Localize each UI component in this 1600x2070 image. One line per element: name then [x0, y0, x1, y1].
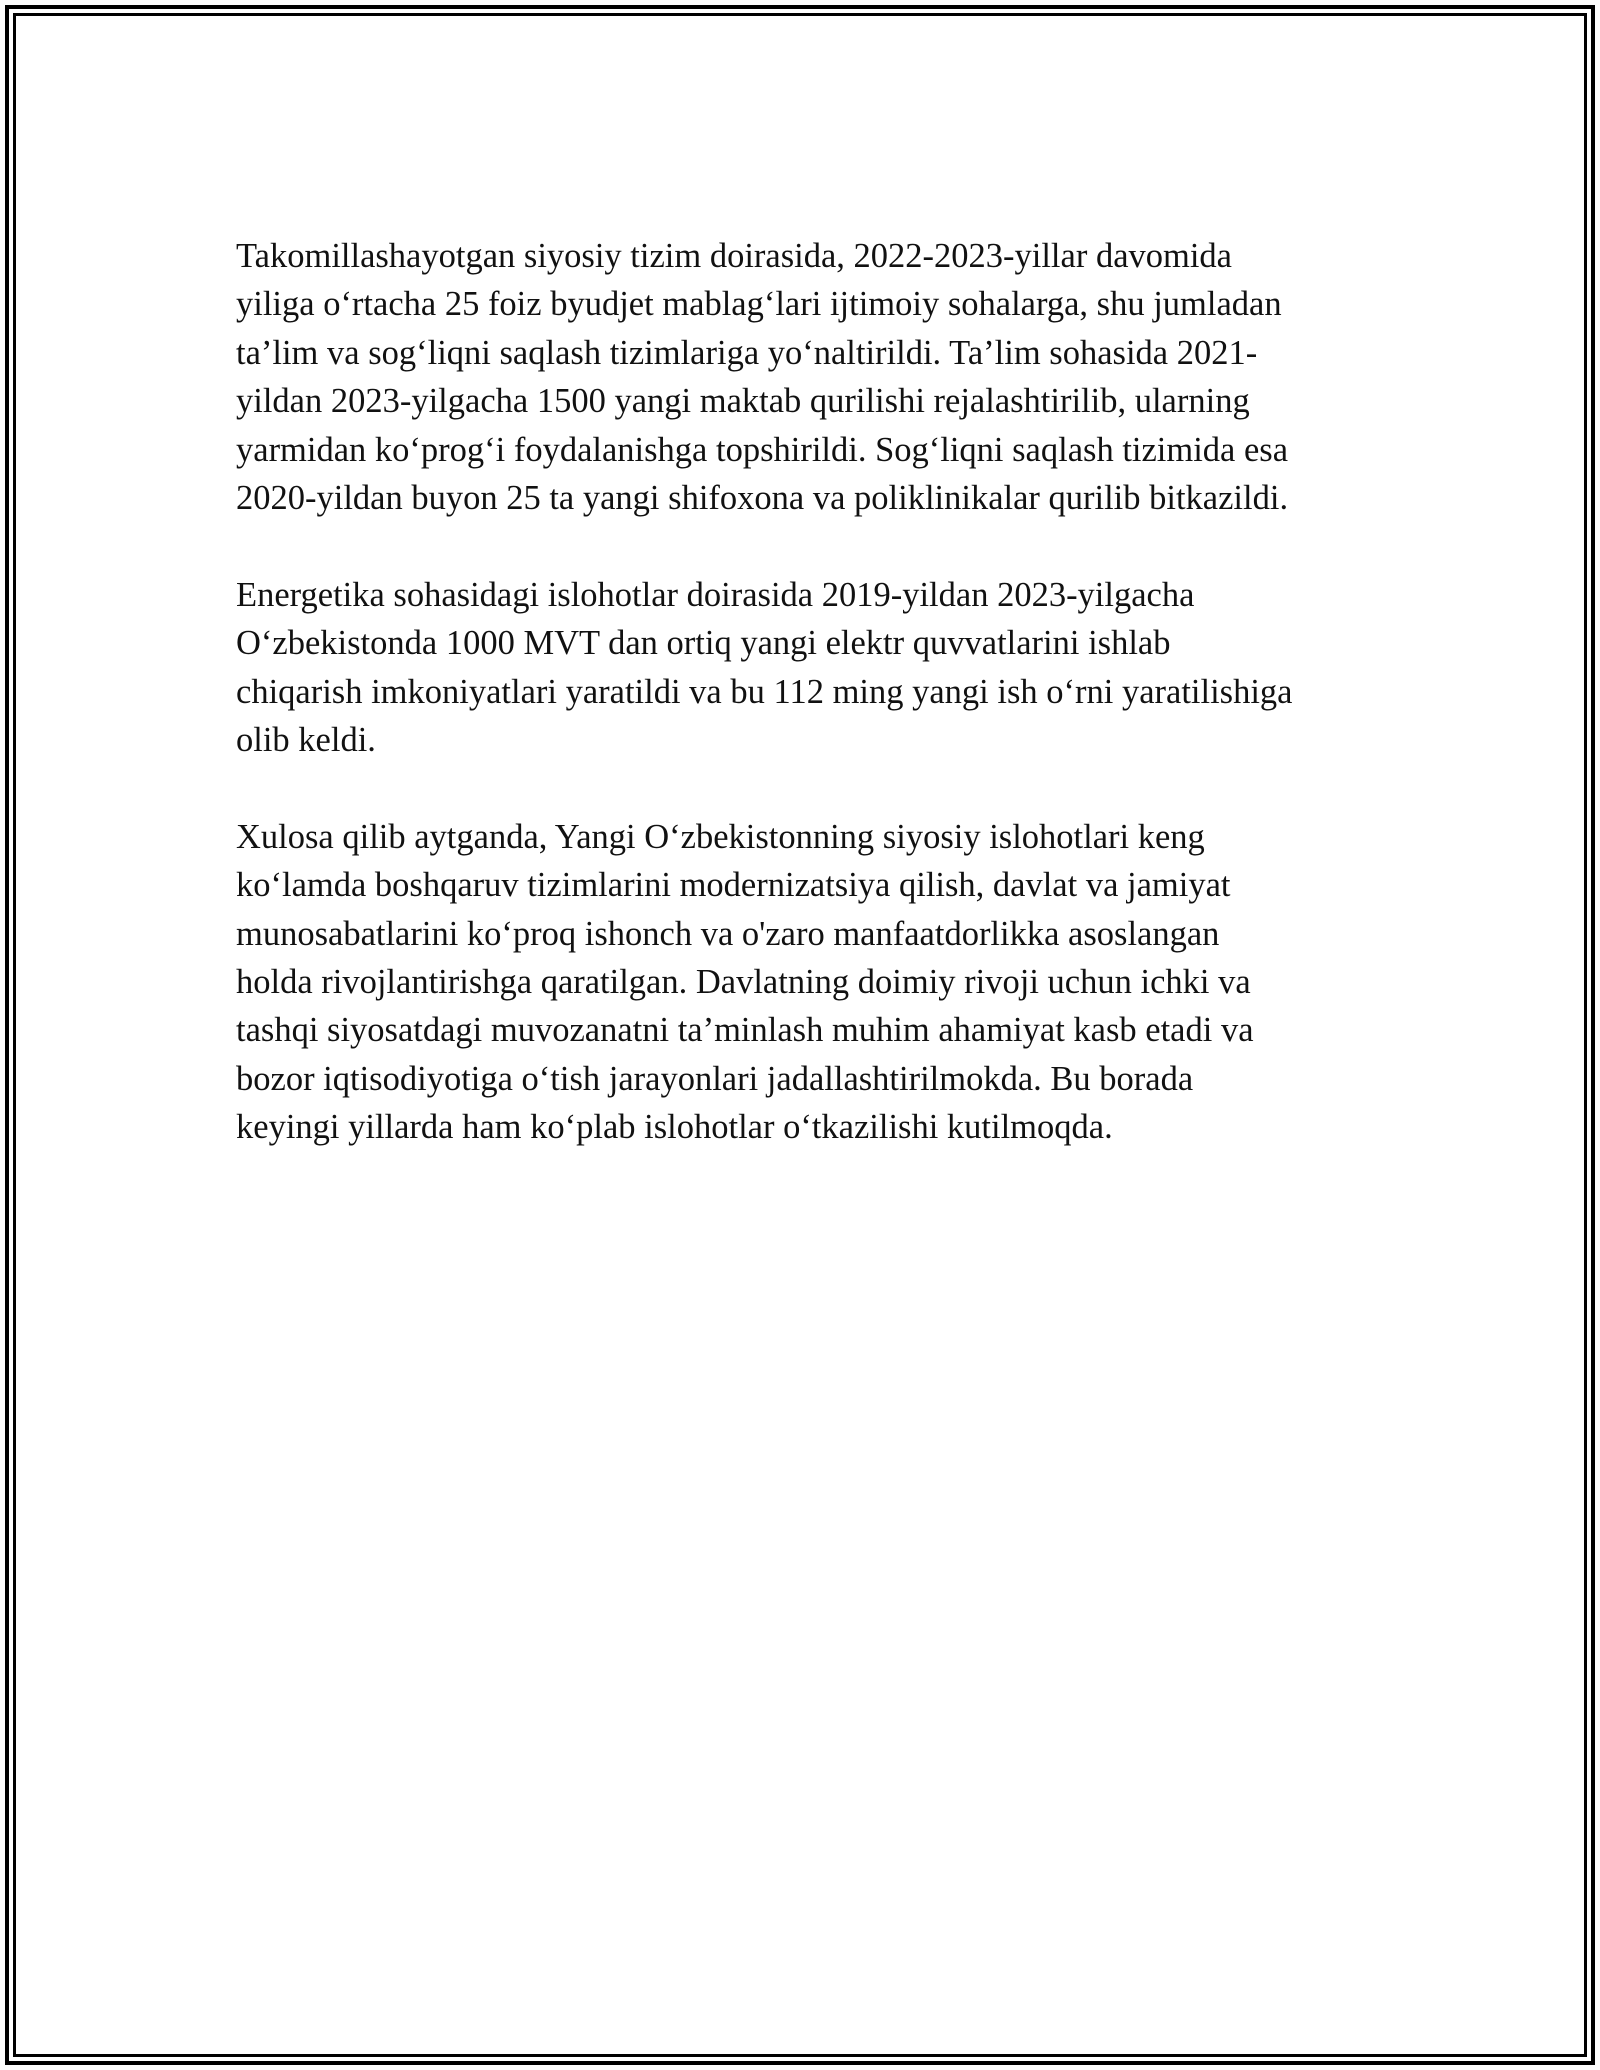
text-line: yarmidan ko‘prog‘i foydalanishga topshirildi. Sog‘liqni saqlash tizimida esa — [236, 430, 1289, 469]
text-line: Energetika sohasidagi islohotlar doirasida 2019-yildan 2023-yilgacha — [236, 575, 1195, 614]
text-line: yildan 2023-yilgacha 1500 yangi maktab qurilishi rejalashtirilib, ularning — [236, 382, 1250, 421]
text-line: Takomillashayotgan siyosiy tizim doirasida, 2022-2023-yillar davomida — [236, 237, 1232, 275]
text-line: munosabatlarini ko‘proq ishonch va o'zaro manfaatdorlikka asoslangan — [236, 914, 1220, 953]
text-line: chiqarish imkoniyatlari yaratildi va bu 112 ming yangi ish o‘rni yaratilishiga — [236, 672, 1293, 711]
paragraph-conclusion — [236, 813, 1376, 1152]
text-line: 2020-yildan buyon 25 ta yangi shifoxona va poliklinikalar qurilib bitkazildi. — [236, 479, 1289, 518]
paragraph-budget — [236, 232, 1376, 522]
text-line: tashqi siyosatdagi muvozanatni ta’minlash muhim ahamiyat kasb etadi va — [236, 1011, 1254, 1050]
text-line: yiliga o‘rtacha 25 foiz byudjet mablag‘lari ijtimoiy sohalarga, shu jumladan — [236, 285, 1282, 324]
text-line: holda rivojlantirishga qaratilgan. Davlatning doimiy rivoji uchun ichki va — [236, 963, 1251, 1002]
text-line: O‘zbekistonda 1000 MVT dan ortiq yangi elektr quvvatlarini ishlab — [236, 624, 1171, 663]
text-line: olib keldi. — [236, 721, 376, 760]
text-line: ta’lim va sog‘liqni saqlash tizimlariga yo‘naltirildi. Ta’lim sohasida 2021- — [236, 333, 1258, 372]
paragraph-energy — [236, 571, 1376, 765]
text-line: keyingi yillarda ham ko‘plab islohotlar o‘tkazilishi kutilmoqda. — [236, 1108, 1113, 1147]
text-line: ko‘lamda boshqaruv tizimlarini modernizatsiya qilish, davlat va jamiyat — [236, 866, 1231, 905]
text-line: bozor iqtisodiyotiga o‘tish jarayonlari jadallashtirilmokda. Bu borada — [236, 1059, 1194, 1098]
document-body — [236, 232, 1376, 1200]
text-line: Xulosa qilib aytganda, Yangi O‘zbekistonning siyosiy islohotlari keng — [236, 817, 1205, 856]
